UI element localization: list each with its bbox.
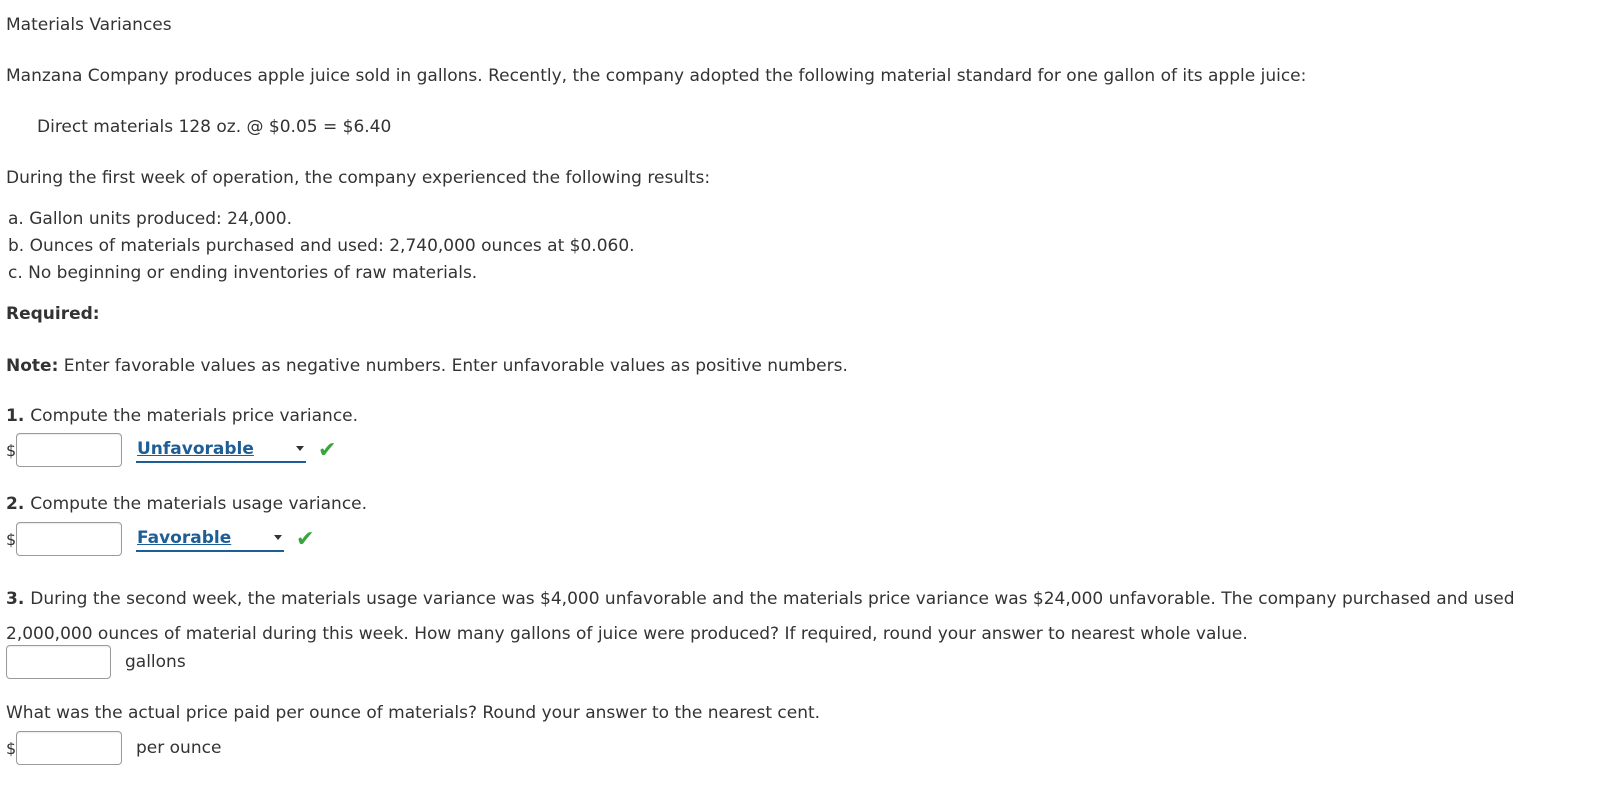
usage-variance-select[interactable] — [136, 526, 284, 552]
gallons-input[interactable] — [6, 645, 111, 679]
select-value: Favorable — [137, 528, 232, 548]
question-2 — [6, 494, 367, 514]
note — [6, 356, 848, 376]
results-list — [8, 206, 635, 287]
chevron-down-icon — [274, 535, 282, 540]
intro-text: Manzana Company produces apple juice sold in gallons. Recently, the company adopted the following material standard for one gallon of its apple juice: — [6, 66, 1307, 86]
question-number: 3. — [6, 589, 25, 609]
select-value: Unfavorable — [137, 439, 254, 459]
question-text: During the second week, the materials usage variance was $4,000 unfavorable and the materials price variance was $24,000 unfavorable. The company purchased and used 2,000,000 ounces of material during this week. How many gallons of juice were produced? If required, round your answer to nearest whole value. — [6, 589, 1515, 644]
question-text: Compute the materials usage variance. — [30, 494, 368, 514]
list-item: b. Ounces of materials purchased and used: 2,740,000 ounces at $0.060. — [8, 236, 635, 256]
unit-label: gallons — [125, 652, 186, 672]
currency-symbol: $ — [6, 738, 17, 758]
price-per-ounce-input[interactable] — [16, 731, 122, 765]
list-item: c. No beginning or ending inventories of raw materials. — [8, 263, 478, 283]
question-number: 2. — [6, 494, 25, 514]
answer-row-1 — [6, 433, 336, 467]
price-variance-select[interactable] — [136, 437, 306, 463]
question-text: Compute the materials price variance. — [30, 406, 359, 426]
currency-symbol: $ — [6, 529, 17, 549]
note-label: Note: — [6, 356, 59, 376]
question-1 — [6, 406, 358, 426]
question-4: What was the actual price paid per ounce of materials? Round your answer to the nearest cent. — [6, 703, 821, 723]
chevron-down-icon — [296, 446, 304, 451]
currency-symbol: $ — [6, 440, 17, 460]
page-title: Materials Variances — [6, 15, 172, 35]
usage-variance-input[interactable] — [16, 522, 122, 556]
answer-row-4 — [6, 731, 221, 765]
note-text: Enter favorable values as negative numbers. Enter unfavorable values as positive numbers. — [58, 356, 848, 376]
question-3 — [6, 582, 1606, 652]
required-heading: Required: — [6, 304, 100, 324]
checkmark-icon: ✔ — [318, 437, 337, 463]
material-standard: Direct materials 128 oz. @ $0.05 = $6.40 — [37, 117, 392, 137]
unit-label: per ounce — [136, 738, 222, 758]
list-item: a. Gallon units produced: 24,000. — [8, 209, 293, 229]
answer-row-3 — [6, 645, 186, 679]
price-variance-input[interactable] — [16, 433, 122, 467]
question-number: 1. — [6, 406, 25, 426]
answer-row-2 — [6, 522, 314, 556]
checkmark-icon: ✔ — [296, 526, 315, 552]
results-intro: During the first week of operation, the company experienced the following results: — [6, 168, 711, 188]
